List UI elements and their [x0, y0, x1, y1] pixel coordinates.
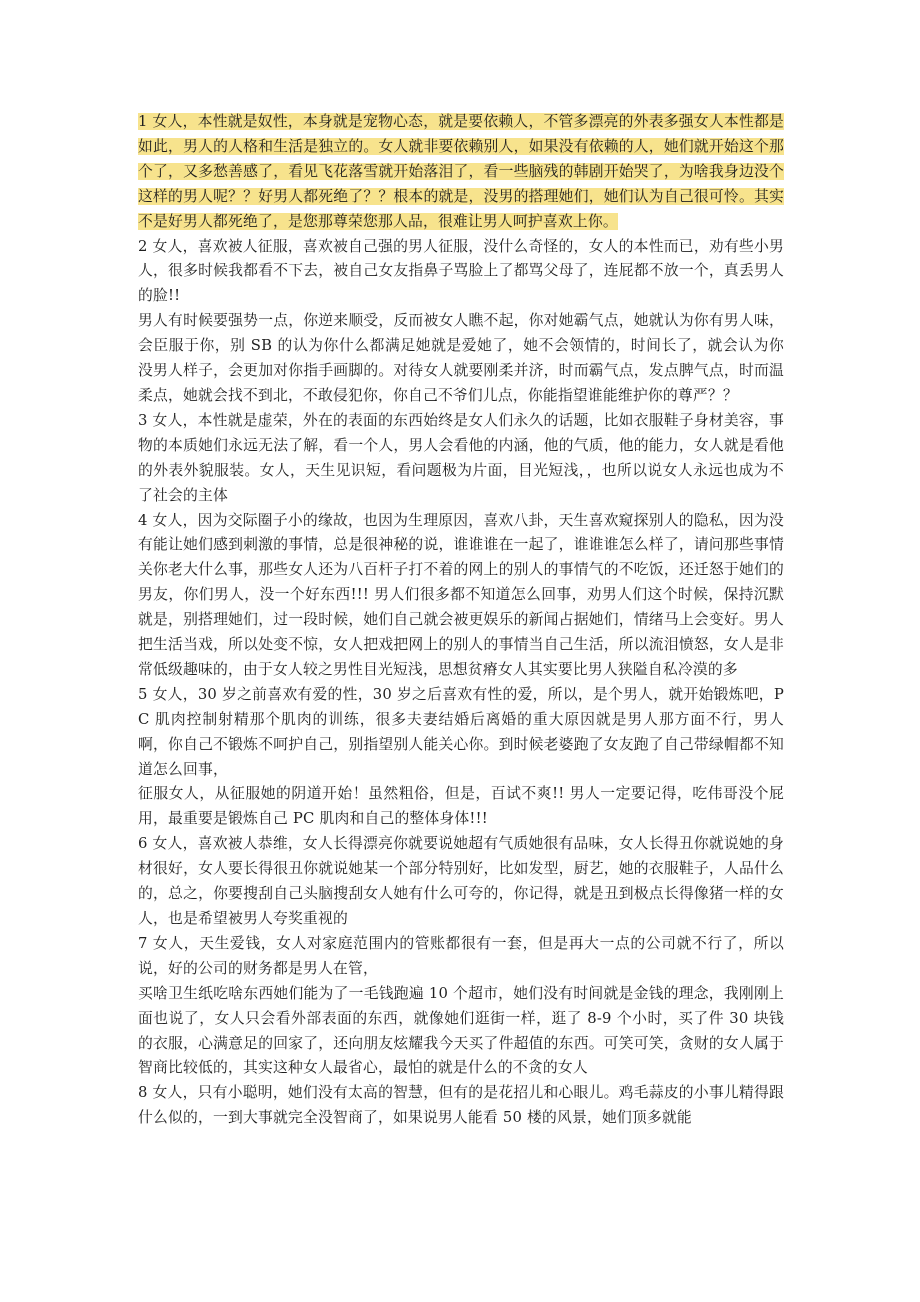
highlighted-text: 1 女人，本性就是奴性，本身就是宠物心态，就是要依赖人，不管多漂亮的外表多强女人本性都是如此，男人的人格和生活是独立的。女人就非要依赖别人，如果没有依赖的人，她们就开始这个那个了，又多愁善感了，看见飞花落雪就开始落泪了，看一些脑残的韩剧开始哭了，为啥我身边没个这样的男人呢？？好男人都死绝了？？根本的就是，没男的搭理她们，她们认为自己很可怜。其实不是好男人都死绝了，是您那尊荣您那人品，很难让男人呵护喜欢上你。 — [138, 113, 784, 230]
paragraph-7: 征服女人，从征服她的阴道开始！虽然粗俗，但是，百试不爽!! 男人一定要记得，吃伟哥没个屁用，最重要是锻炼自己 PC 肌肉和自己的整体身体!!! — [138, 785, 784, 828]
paragraph-1 — [138, 110, 784, 235]
paragraph-10: 买啥卫生纸吃啥东西她们能为了一毛钱跑遍 10 个超市，她们没有时间就是金钱的理念，我刚刚上面也说了，女人只会看外部表面的东西，就像她们逛街一样，逛了 8-9 个小时，买了件 30 块钱的衣服，心满意足的回家了，还向朋友炫耀我今天买了件超值的东西。可笑可笑，贪财的女人属于智商比较低的，其实这种女人最省心，最怕的就是什么的不贪的女人 — [138, 984, 784, 1077]
paragraph-4: 3 女人，本性就是虚荣，外在的表面的东西始终是女人们永久的话题，比如衣服鞋子身材美容，事物的本质她们永远无法了解，看一个人，男人会看他的内涵，他的气质，他的能力，女人就是看他的外表外貌服装。女人，天生见识短，看问题极为片面，目光短浅，，也所以说女人永远也成为不了社会的主体 — [138, 411, 784, 504]
paragraph-6: 5 女人，30 岁之前喜欢有爱的性，30 岁之后喜欢有性的爱，所以，是个男人，就开始锻炼吧，PC 肌肉控制射精那个肌肉的训练，很多夫妻结婚后离婚的重大原因就是男人那方面不行，男人啊，你自己不锻炼不呵护自己，别指望别人能关心你。到时候老婆跑了女友跑了自己带绿帽都不知道怎么回事， — [138, 685, 784, 778]
paragraph-9: 7 女人，天生爱钱，女人对家庭范围内的管账都很有一套，但是再大一点的公司就不行了，所以说，好的公司的财务都是男人在管， — [138, 934, 784, 977]
paragraph-8: 6 女人，喜欢被人恭维，女人长得漂亮你就要说她超有气质她很有品味，女人长得丑你就说她的身材很好，女人要长得很丑你就说她某一个部分特别好，比如发型，厨艺，她的衣服鞋子，人品什么的，总之，你要搜刮自己头脑搜刮女人她有什么可夸的，你记得，就是丑到极点长得像猪一样的女人，也是希望被男人夸奖重视的 — [138, 835, 784, 927]
paragraph-3: 男人有时候要强势一点，你逆来顺受，反而被女人瞧不起，你对她霸气点，她就认为你有男人味，会臣服于你，别 SB 的认为你什么都满足她就是爱她了，她不会领情的，时间长了，就会认为你没男人样子，会更加对你指手画脚的。对待女人就要刚柔并济，时而霸气点，发点脾气点，时而温柔点，她就会找不到北，不敢侵犯你，你自己不爷们儿点，你能指望谁能维护你的尊严？？ — [138, 312, 784, 404]
paragraph-5: 4 女人，因为交际圈子小的缘故，也因为生理原因，喜欢八卦，天生喜欢窥探别人的隐私，因为没有能让她们感到刺激的事情，总是很神秘的说，谁谁谁在一起了，谁谁谁怎么样了，请问那些事情关你老大什么事，那些女人还为八百杆子打不着的网上的别人的事情气的不吃饭，还迁怒于她们的男友，你们男人，没一个好东西!!! 男人们很多都不知道怎么回事，劝男人们这个时候，保持沉默就是，别搭理她们，过一段时候，她们自己就会被更娱乐的新闻占据她们，情绪马上会变好。男人把生活当戏，所以处变不惊，女人把戏把网上的别人的事情当自己生活，所以流泪愤怒，女人是非常低级趣味的，由于女人较之男性目光短浅，思想贫瘠女人其实要比男人狭隘自私冷漠的多 — [138, 511, 784, 678]
paragraph-11: 8 女人，只有小聪明，她们没有太高的智慧，但有的是花招儿和心眼儿。鸡毛蒜皮的小事儿精得跟什么似的，一到大事就完全没智商了，如果说男人能看 50 楼的风景，她们顶多就能 — [138, 1084, 784, 1127]
document-page — [138, 110, 784, 1131]
paragraph-2: 2 女人，喜欢被人征服，喜欢被自己强的男人征服，没什么奇怪的，女人的本性而已，劝有些小男人，很多时候我都看不下去，被自己女友指鼻子骂脸上了都骂父母了，连屁都不放一个，真丢男人的脸!! — [138, 237, 784, 305]
